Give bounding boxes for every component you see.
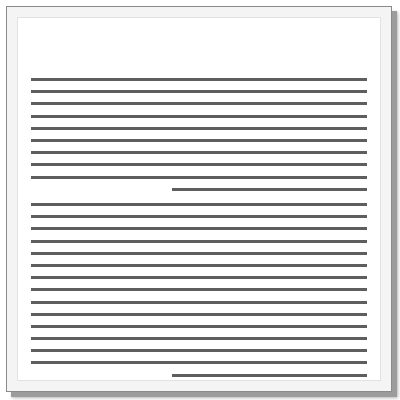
text-line xyxy=(31,227,367,230)
text-line xyxy=(31,325,367,328)
text-line xyxy=(31,240,367,243)
text-line xyxy=(31,139,367,142)
text-line xyxy=(31,361,367,364)
text-line xyxy=(31,264,367,267)
document-page xyxy=(17,17,381,381)
text-line xyxy=(31,176,367,179)
text-line xyxy=(31,78,367,81)
paragraph-1 xyxy=(31,78,367,200)
text-line xyxy=(172,188,367,191)
document-frame xyxy=(6,6,392,392)
text-line xyxy=(31,127,367,130)
text-line xyxy=(31,163,367,166)
text-line xyxy=(31,90,367,93)
text-line xyxy=(172,374,367,377)
text-line xyxy=(31,102,367,105)
text-line xyxy=(31,301,367,304)
text-line xyxy=(31,151,367,154)
text-line xyxy=(31,215,367,218)
paragraph-2 xyxy=(31,203,367,386)
text-line xyxy=(31,337,367,340)
text-line xyxy=(31,313,367,316)
text-line xyxy=(31,252,367,255)
text-line xyxy=(31,203,367,206)
text-line xyxy=(31,288,367,291)
text-line xyxy=(31,115,367,118)
text-line xyxy=(31,349,367,352)
text-line xyxy=(31,276,367,279)
